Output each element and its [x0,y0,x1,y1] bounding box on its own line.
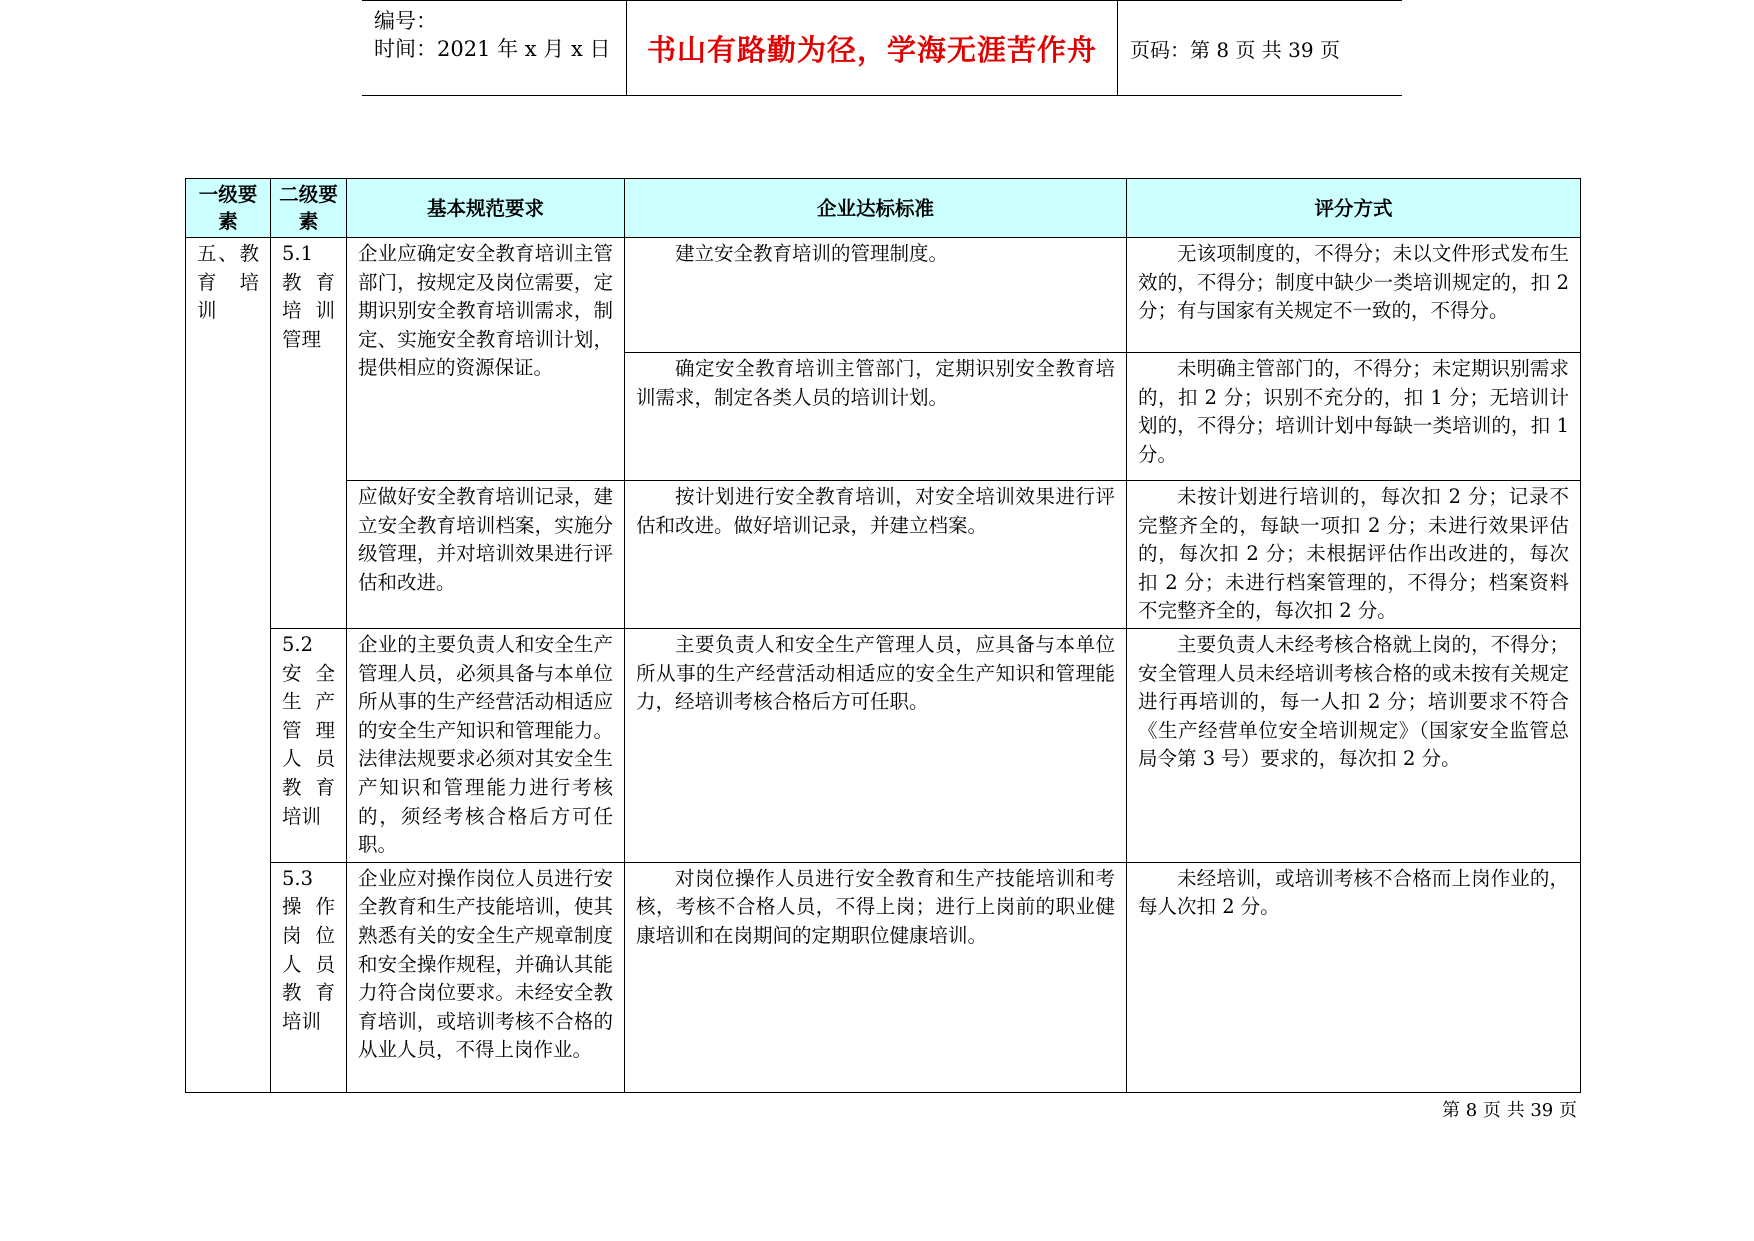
header-standard: 企业达标标准 [625,179,1127,238]
scoring-cell: 无该项制度的，不得分；未以文件形式发布生效的，不得分；制度中缺少一类培训规定的，扣 2 分；有与国家有关规定不一致的，不得分。 [1127,238,1581,353]
standard-cell: 按计划进行安全教育培训，对安全培训效果进行评估和改进。做好培训记录，并建立档案。 [625,481,1127,629]
header-scoring: 评分方式 [1127,179,1581,238]
standard-cell: 主要负责人和安全生产管理人员，应具备与本单位所从事的生产经营活动相适应的安全生产知识和管理能力，经培训考核合格后方可任职。 [625,628,1127,862]
basic-requirement: 企业应对操作岗位人员进行安全教育和生产技能培训，使其熟悉有关的安全生产规章制度和安全操作规程，并确认其能力符合岗位要求。未经安全教育培训，或培训考核不合格的从业人员，不得上岗作业。 [347,862,625,1092]
table-row [186,481,1581,629]
standard-cell: 对岗位操作人员进行安全教育和生产技能培训和考核，考核不合格人员，不得上岗；进行上岗前的职业健康培训和在岗期间的定期职位健康培训。 [625,862,1127,1092]
table-row [186,238,1581,353]
basic-requirement: 应做好安全教育培训记录，建立安全教育培训档案，实施分级管理，并对培训效果进行评估和改进。 [347,481,625,629]
header-meta-cell [362,1,627,95]
scoring-cell: 未经培训，或培训考核不合格而上岗作业的，每人次扣 2 分。 [1127,862,1581,1092]
header-level2: 二级要素 [271,179,347,238]
level2-element-5-3: 5.3 操作岗位人员教育培训 [271,862,347,1092]
header-basic: 基本规范要求 [347,179,625,238]
motto: 书山有路勤为径，学海无涯苦作舟 [646,32,1097,67]
standards-table [185,178,1581,1093]
table-header-row [186,179,1581,238]
header-page-cell [1118,1,1402,95]
level1-element: 五、教育 培训 [186,238,271,1093]
scoring-cell: 主要负责人未经考核合格就上岗的，不得分；安全管理人员未经培训考核合格的或未按有关规定进行再培训的，每一人扣 2 分；培训要求不符合《生产经营单位安全培训规定》（国家安全监管总局令第 3 号）要求的，每次扣 2 分。 [1127,628,1581,862]
table-row [186,628,1581,862]
basic-requirement: 企业的主要负责人和安全生产管理人员，必须具备与本单位所从事的生产经营活动相适应的安全生产知识和管理能力。法律法规要求必须对其安全生产知识和管理能力进行考核的，须经考核合格后方可任职。 [347,628,625,862]
document-header [362,0,1402,96]
standard-cell: 确定安全教育培训主管部门，定期识别安全教育培训需求，制定各类人员的培训计划。 [625,353,1127,481]
scoring-cell: 未按计划进行培训的，每次扣 2 分；记录不完整齐全的，每缺一项扣 2 分；未进行效果评估的，每次扣 2 分；未根据评估作出改进的，每次扣 2 分；未进行档案管理的，不得分；档案资料不完整齐全的，每次扣 2 分。 [1127,481,1581,629]
level2-element-5-2: 5.2 安全生产管理人员教育培训 [271,628,347,862]
footer-page-number: 第 8 页 共 39 页 [1442,1100,1577,1121]
serial-label: 编号： [374,9,437,33]
level2-element-5-1: 5.1 教育培训管理 [271,238,347,629]
date-label: 时间：2021 年 x 月 x 日 [374,37,611,61]
header-page-number: 页码：第 8 页 共 39 页 [1130,37,1340,62]
basic-requirement: 企业应确定安全教育培训主管部门，按规定及岗位需要，定期识别安全教育培训需求，制定、实施安全教育培训计划，提供相应的资源保证。 [347,238,625,481]
table-row [186,862,1581,1092]
scoring-cell: 未明确主管部门的，不得分；未定期识别需求的，扣 2 分；识别不充分的，扣 1 分；无培训计划的，不得分；培训计划中每缺一类培训的，扣 1 分。 [1127,353,1581,481]
header-motto-cell [627,1,1118,95]
header-level1: 一级要素 [186,179,271,238]
standard-cell: 建立安全教育培训的管理制度。 [625,238,1127,353]
